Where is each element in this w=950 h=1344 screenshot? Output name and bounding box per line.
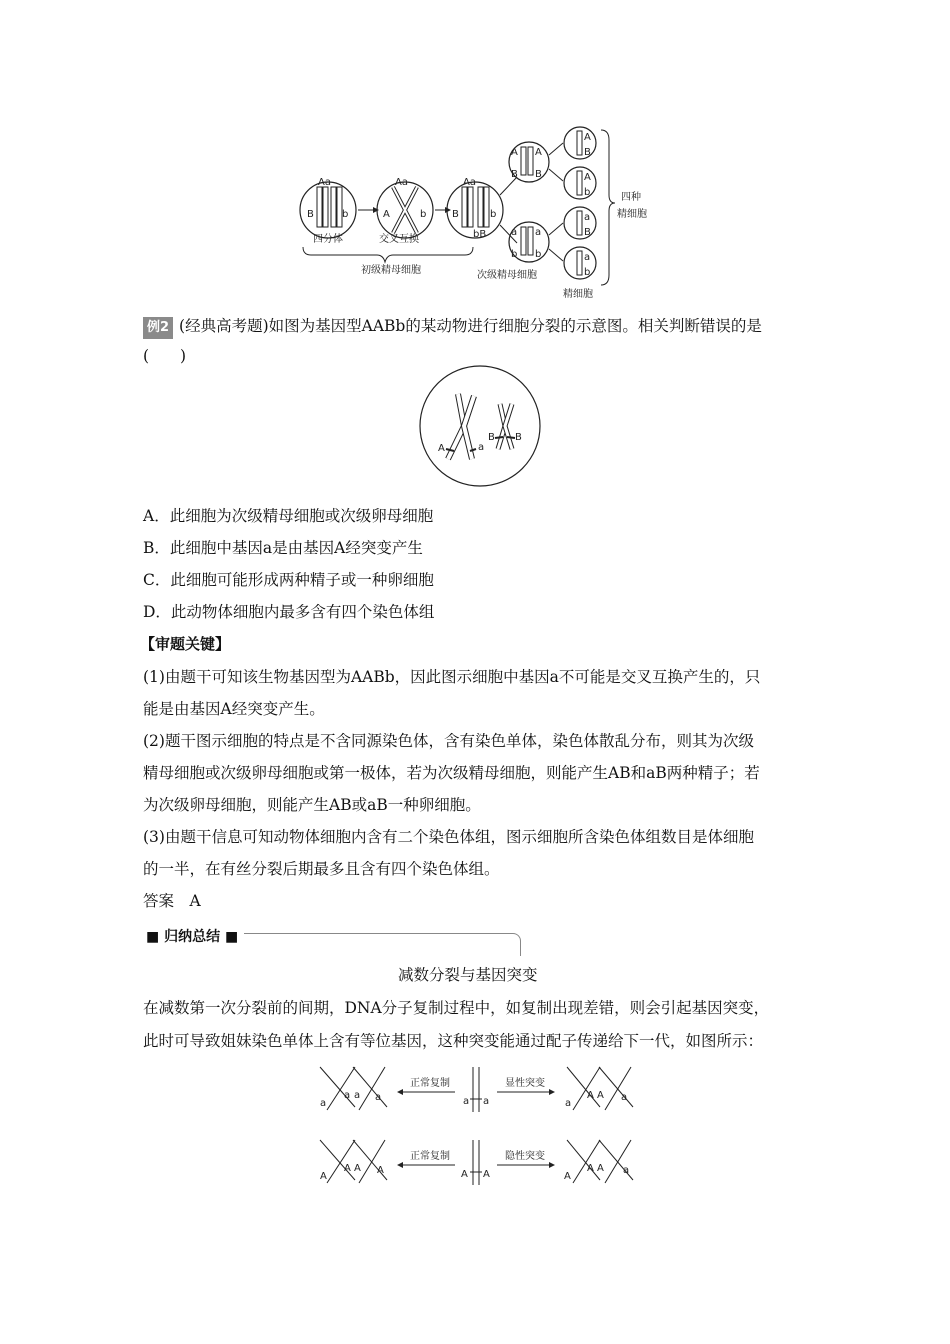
svg-text:a: a [354, 1090, 361, 1101]
svg-text:Aa: Aa [395, 177, 408, 188]
option-d: D．此动物体细胞内最多含有四个染色体组 [143, 603, 435, 621]
svg-text:A: A [597, 1090, 604, 1101]
label-sperm-cells: 精细胞 [563, 289, 593, 300]
svg-text:Aa: Aa [463, 177, 476, 188]
svg-text:B: B [515, 432, 522, 443]
key-line: 精母细胞或次级卵母细胞或第一极体，若为次级精母细胞，则能产生AB和aB两种精子；若 [143, 764, 760, 782]
svg-text:A: A [354, 1163, 361, 1174]
label-tetrad: 四分体 [313, 234, 343, 245]
secondary-spermatocyte-bottom [509, 222, 549, 262]
svg-text:B: B [535, 169, 542, 180]
chromosome-bb [488, 404, 522, 449]
dominant-pair-left [320, 1140, 387, 1183]
svg-text:a: a [375, 1092, 382, 1103]
svg-text:A: A [320, 1171, 327, 1182]
svg-text:bB: bB [473, 229, 487, 240]
svg-text:A: A [383, 209, 390, 220]
summary-subtitle: 减数分裂与基因突变 [398, 966, 538, 984]
svg-text:A: A [438, 443, 445, 454]
label-primary-spermatocyte: 初级精母细胞 [361, 265, 421, 276]
svg-text:A: A [564, 1171, 571, 1182]
primary-spermatocyte-cell [447, 177, 503, 240]
meiosis-diagram [295, 125, 665, 305]
brace-label-2: 精细胞 [617, 209, 647, 220]
svg-text:A: A [584, 132, 591, 143]
recessive-mutation-pair [564, 1140, 633, 1183]
mutation-diagram [315, 1062, 645, 1194]
example-question-line1: 例2 (经典高考题)如图为基因型AABb的某动物进行细胞分裂的示意图。相关判断错误的是 [143, 316, 762, 339]
svg-text:A: A [584, 172, 591, 183]
option-c: C．此细胞可能形成两种精子或一种卵细胞 [143, 571, 434, 589]
svg-text:b: b [584, 267, 591, 278]
svg-text:B: B [584, 227, 591, 238]
svg-text:b: b [342, 209, 349, 220]
key-line: 为次级卵母细胞，则能产生AB或aB一种卵细胞。 [143, 796, 481, 814]
svg-text:a: a [483, 1096, 490, 1107]
key-line: (1)由题干可知该生物基因型为AABb，因此图示细胞中基因a不可能是交叉互换产生的，只 [143, 668, 761, 686]
cell-diagram [418, 364, 542, 488]
label-secondary-spermatocyte: 次级精母细胞 [477, 270, 537, 281]
svg-text:a: a [320, 1098, 327, 1109]
secondary-spermatocyte-top [509, 142, 549, 182]
svg-text:a: a [535, 227, 542, 238]
example-tag: 例2 [143, 317, 173, 339]
original-chromosome-a [463, 1067, 489, 1112]
svg-text:a: a [584, 212, 591, 223]
svg-text:A: A [483, 1169, 490, 1180]
svg-text:B: B [307, 209, 314, 220]
svg-text:b: b [535, 249, 542, 260]
arrow-label-normal-replication-2: 正常复制 [410, 1151, 450, 1162]
svg-text:a: a [623, 1165, 630, 1176]
svg-text:b: b [490, 209, 497, 220]
key-line: 能是由基因A经突变产生。 [143, 700, 325, 718]
svg-text:A: A [597, 1163, 604, 1174]
sperm-cell [564, 207, 596, 239]
svg-text:a: a [621, 1092, 628, 1103]
svg-text:Aa: Aa [318, 177, 331, 188]
svg-text:A: A [587, 1163, 594, 1174]
sperm-cell [564, 127, 596, 159]
svg-text:B: B [584, 147, 591, 158]
dominant-mutation-pair [565, 1067, 633, 1110]
tetrad-cell [300, 177, 356, 238]
sperm-cell [564, 247, 596, 279]
key-line: (3)由题干信息可知动物体细胞内含有二个染色体组，图示细胞所含染色体组数目是体细胞 [143, 828, 754, 846]
svg-text:A: A [511, 147, 518, 158]
svg-text:A: A [344, 1163, 351, 1174]
svg-text:a: a [463, 1096, 470, 1107]
arrow-label-normal-replication-1: 正常复制 [410, 1078, 450, 1089]
svg-text:b: b [584, 187, 591, 198]
summary-line: 此时可导致姐妹染色单体上含有等位基因，这种突变能通过配子传递给下一代，如图所示： [143, 1032, 764, 1050]
crossing-over-cell [377, 177, 433, 238]
svg-text:a: a [511, 227, 518, 238]
svg-text:B: B [452, 209, 459, 220]
summary-title: ■ 归纳总结 ■ [140, 926, 244, 946]
sperm-cell [564, 167, 596, 199]
recessive-pair-left [320, 1067, 387, 1110]
key-line: 的一半，在有丝分裂后期最多且含有四个染色体组。 [143, 860, 500, 878]
option-b: B．此细胞中基因a是由基因A经突变产生 [143, 539, 423, 557]
svg-text:A: A [377, 1165, 384, 1176]
svg-text:A: A [461, 1169, 468, 1180]
key-heading: 【审题关键】 [140, 635, 231, 653]
chromosome-aa [438, 394, 484, 459]
svg-text:A: A [535, 147, 542, 158]
svg-text:a: a [478, 442, 485, 453]
svg-text:a: a [584, 252, 591, 263]
example-question-line2: ( ) [143, 347, 187, 365]
svg-text:b: b [420, 209, 427, 220]
key-line: (2)题干图示细胞的特点是不含同源染色体，含有染色单体，染色体散乱分布，则其为次级 [143, 732, 754, 750]
original-chromosome-A [461, 1140, 490, 1185]
label-crossing-over: 交叉互换 [379, 234, 419, 245]
answer: 答案 A [143, 892, 201, 910]
arrow-label-recessive-mutation: 隐性突变 [505, 1151, 545, 1162]
svg-text:B: B [511, 169, 518, 180]
svg-text:B: B [488, 432, 495, 443]
svg-text:b: b [511, 249, 518, 260]
brace-label-1: 四种 [621, 192, 641, 203]
option-a: A．此细胞为次级精母细胞或次级卵母细胞 [143, 507, 434, 525]
summary-line: 在减数第一次分裂前的间期，DNA分子复制过程中，如复制出现差错，则会引起基因突变， [143, 999, 770, 1017]
svg-text:A: A [587, 1090, 594, 1101]
arrow-label-dominant-mutation: 显性突变 [505, 1078, 545, 1089]
svg-text:a: a [565, 1098, 572, 1109]
svg-text:a: a [344, 1090, 351, 1101]
